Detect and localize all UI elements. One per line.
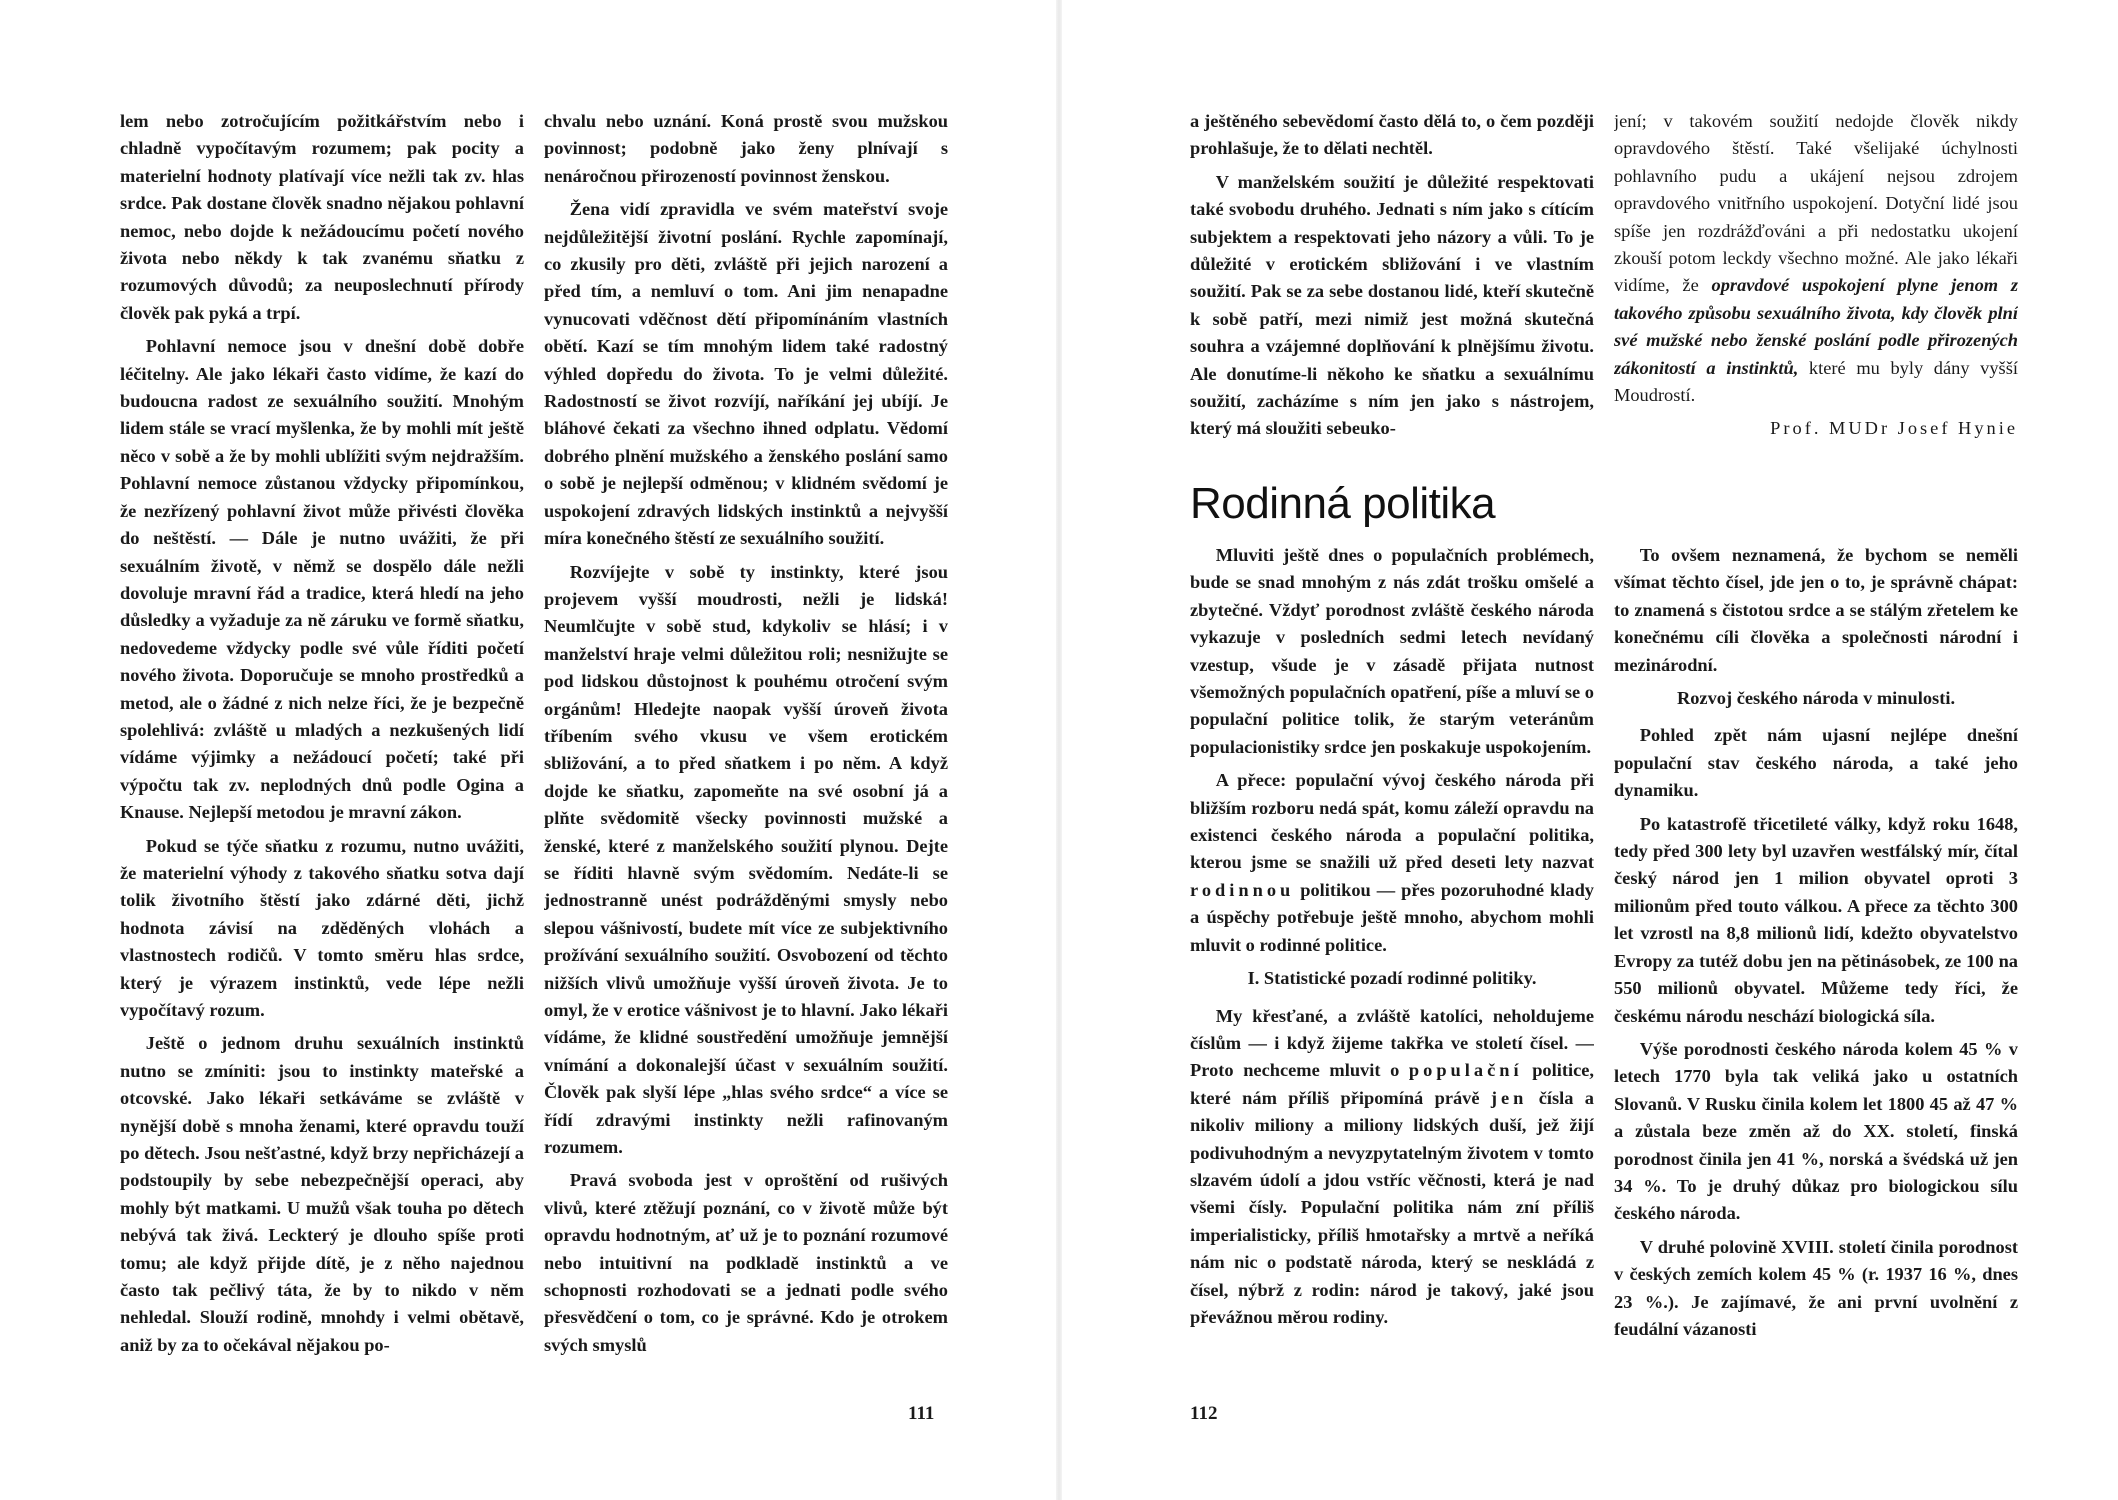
paragraph: a ještěného sebevědomí často dělá to, o čem později prohlašuje, že to dělati nechtěl. <box>1190 111 1594 159</box>
closing-paragraph: jení; v takovém soužití nedojde člověk nikdy opravdového štěstí. Také všelijaké úchylnosti pohlavního pudu a ukájení nejsou zdrojem opravdového vnitřního uspokojení. Dotyční lidé jsou spíše jen rozdrážďováni a při nedostatku ukojení zkouší potom leckdy všechno možné. Ale jako lékaři vidíme, že opravdové uspokojení plyne jenom z takového způsobu sexuálního života, kdy člověk plní své mužské nebo ženské poslání podle přirozených zákonitostí a instinktů, které mu byly dány vyšší Moudrostí. <box>1614 111 2018 406</box>
right-page-column-1-top <box>1190 108 1594 458</box>
paragraph: chvalu nebo uznání. Koná prostě svou mužskou povinnost; podobně jako ženy plnívají s nenáročnou přirozeností povinnost ženskou. <box>544 111 948 186</box>
page-number-left: 111 <box>908 1403 935 1424</box>
paragraph: Mluviti ještě dnes o populačních problémech, bude se snad mnohým z nás zdát trošku omšelé a zbytečné. Vždyť porodnost zvláště českého národa vykazuje v posledních sedmi letech nevídaný vzestup, všude je v zásadě přijata nutnost všemožných populačních opatření, píše a mluví se o populační politice tolik, že starým veteránům populacionistiky srdce jen poskakuje uspokojením. <box>1190 545 1594 757</box>
left-page-column-2 <box>544 108 948 1398</box>
left-page-column-1 <box>120 108 524 1398</box>
paragraph: Pohlavní nemoce jsou v dnešní době dobře léčitelny. Ale jako lékaři často vidíme, že kazí do budoucna radost ze sexuálního soužití. Mnohým lidem stále se vrací myšlenka, že by mohli mít ještě něco v sobě a že by mohli ublížiti svým nejdražším. Pohlavní nemoce zůstanou vždycky připomínkou, že nezřízený pohlavní život může přivésti člověka do neštěstí. — Dále je nutno uvážiti, že při sexuálním životě, v němž se dospělo dále nežli dovoluje mravní řád a tradice, která hledí na jeho důsledky a vyžaduje za ně záruku ve formě sňatku, nedovedeme vždycky podle své vůle říditi početí nového života. Doporučuje se mnoho prostředků a metod, ale o žádné z nich nelze říci, že je bezpečně spolehlivá: zvláště u mladých a nezkušených lidí vídáme výjimky a nežádoucí početí; také při výpočtu tak zv. neplodných dnů podle Ogina a Knause. Nejlepší metodou je mravní zákon. <box>120 336 524 823</box>
paragraph: My křesťané, a zvláště katolíci, neholdujeme číslům — i když žijeme takřka ve století čísel. — Proto nechceme mluvit o populační politice, které nám příliš připomíná právě jen čísla a nikoliv miliony a miliony lidských duší, jež žijí podivuhodným a nevyzpytatelným životem v tomto slzavém údolí a jdou vstříc věčnosti, která je nad všemi čísly. Populační politika nám zní příliš imperialisticky, příliš hmotařsky a mrtvě a neříká nám nic o podstatě národa, který se neskládá z čísel, nýbrž z rodin: národ je takový, jaké jsou převážnou měrou rodiny. <box>1190 1005 1594 1327</box>
paragraph: Rozvíjejte v sobě ty instinkty, které jsou projevem vyšší moudrosti, nežli je lidská! Neumlčujte v sobě stud, kdykoliv se hlásí; i v manželství hraje velmi důležitou roli; nesnižujte se pod lidskou důstojnost k pouhému otročení svým orgánům! Hledejte naopak vyšší úroveň života tříbením svého vkusu ve všem erotickém sbližování, a to před sňatkem i po něm. A když dojde ke sňatku, zapomeňte na své osobní já a plňte svědomitě všecky povinnosti mužské a ženské, které z manželského soužití plynou. Dejte se říditi hlavně svým svědomím. Nedáte-li se jednostranně unést podrážděnými smysly nebo slepou vášnivostí, budete mít více ze subjektivního prožívání sexuálního soužití. Osvobození od těchto nižších vlivů umožňuje vyšší úroveň života. Je to omyl, že v erotice vášnivost je to hlavní. Jako lékaři vídáme, že klidné soustředění umožňuje jemnější vnímání a dokonalejší účast v sexuálním soužití. Člověk pak slyší lépe „hlas svého srdce“ a více se řídí zdravými instinkty nežli rafinovaným rozumem. <box>544 561 948 1158</box>
paragraph: Ještě o jednom druhu sexuálních instinktů nutno se zmíniti: jsou to instinkty mateřské a otcovské. Jako lékaři setkáváme se zvláště v nynější době s mnoha ženami, které opravdu touží po dětech. Jsou nešťastné, když brzy nepřicházejí a podstoupily by sebe nebezpečnější operaci, aby mohly být matkami. U mužů však touha po dětech nebývá tak živá. Leckterý je dlouho spíše proti tomu; ale když přijde dítě, je z něho najednou často tak pečlivý táta, že by to nikdo v něm nehledal. Slouží rodině, mnohdy i velmi obětavě, aniž by za to očekával nějakou po- <box>120 1033 524 1355</box>
article-heading: Rodinná politika <box>1190 479 1496 528</box>
paragraph: Po katastrofě třicetileté války, když roku 1648, tedy před 300 lety byl uzavřen westfálský mír, čítal český národ jen 1 milion obyvatel oproti 3 milionům před touto válkou. A přece za těchto 300 let vzrostl na 8,8 milionů lidí, kdežto obyvatelstvo Evropy za tutéž dobu jen na pětinásobek, ze 100 na 550 milionů obyvatel. Můžeme tedy říci, že českému národu neschází biologická síla. <box>1614 813 2018 1026</box>
paragraph: V druhé polovině XVIII. století činila porodnost v českých zemích kolem 45 % (r. 1937 16 %, dnes 23 %.). Je zajímavé, že ani první uvolnění z feudální vázanosti <box>1614 1236 2018 1339</box>
right-page-column-1-bottom <box>1190 542 1594 1398</box>
section-subheading: Rozvoj českého národa v minulosti. <box>1676 688 1956 709</box>
page-number-right: 112 <box>1190 1403 1218 1424</box>
paragraph: V manželském soužití je důležité respektovati také svobodu druhého. Jednati s ním jako s cítícím subjektem a respektovati jeho názory a vůli. To je důležité v erotickém sbližování i ve vlastním soužití. Pak se za sebe dostanou lidé, kteří skutečně k sobě patří, mezi nimiž jest možná skutečná souhra a vzájemné doplňování k plnějšímu životu. Ale donutíme-li někoho ke sňatku a sexuálnímu soužití, zacházíme s ním jen jako s nástrojem, který má sloužiti sebeuko- <box>1190 171 1594 439</box>
section-subheading: I. Statistické pozadí rodinné politiky. <box>1247 968 1537 989</box>
author-signature: Prof. MUDr Josef Hynie <box>1770 418 2018 439</box>
paragraph: A přece: populační vývoj českého národa při bližším rozboru nedá spát, komu záleží opravdu na existenci českého národa a populační politika, kterou jsme se snažili už před deseti lety nazvat rodinnou politikou — přes pozoruhodné klady a úspěchy potřebuje ještě mnoho, abychom mohli mluvit o rodinné politice. <box>1190 770 1594 955</box>
paragraph: To ovšem neznamená, že bychom se neměli všímat těchto čísel, jde jen o to, je správně chápat: to znamená s čistotou srdce a se stálým zřetelem ke konečnému cíli člověka a společnosti národní i mezinárodní. <box>1614 545 2018 675</box>
paragraph: Pohled zpět nám ujasní nejlépe dnešní populační stav českého národa, a také jeho dynamiku. <box>1614 725 2018 801</box>
paragraph: lem nebo zotročujícím požitkářstvím nebo i chladně vypočítavým rozumem; pak pocity a materielní hodnoty platívají více nežli tak zv. hlas srdce. Pak dostane člověk snadno nějakou pohlavní nemoc, nebo dojde k nežádoucímu početí nového života nebo někdy k tak zvanému sňatku z rozumových důvodů; za neuposlechnutí přírody člověk pak pyká a trpí. <box>120 111 524 323</box>
paragraph: Pravá svoboda jest v oproštění od rušivých vlivů, které ztěžují poznání, co v životě může být opravdu hodnotným, ať už je to poznání rozumové nebo intuitivní na podkladě instinktů a ve schopnosti rozhodovati se a jednati podle svého přesvědčení o tom, co je správné. Kdo je otrokem svých smyslů <box>544 1170 948 1355</box>
right-page-column-2-bottom <box>1614 542 2018 1398</box>
paragraph: Žena vidí zpravidla ve svém mateřství svoje nejdůležitější životní poslání. Rychle zapomínají, co zkusily pro děti, zvláště při jejich narození a před tím, a nemluví o tom. Ani jim nenapadne vynucovati vděčnost dětí připomínáním vlastních obětí. Kazí se tím mnohým lidem také radostný výhled dopředu do života. To je velmi důležité. Radostností se život rozvíjí, naříkání jej ubíjí. Je bláhové čekati za všechno ihned odplatu. Vědomí dobrého plnění mužského a ženského poslání samo o sobě je nejlepší odměnou; v klidném svědomí je uspokojení zdravých lidských instinktů a nejvyšší míra konečného štěstí ze sexuálního soužití. <box>544 199 948 549</box>
paragraph: Pokud se týče sňatku z rozumu, nutno uvážiti, že materielní výhody z takového sňatku sotva dají tolik životního štěstí jako zdárné děti, jichž hodnota závisí na zděděných vlohách a vlastnostech rodičů. V tomto směru hlas srdce, který je výrazem instinktů, vede lépe nežli vypočítavý rozum. <box>120 835 524 1020</box>
right-page-column-2-top <box>1614 108 2018 458</box>
paragraph: Výše porodnosti českého národa kolem 45 % v letech 1770 byla tak veliká jako u ostatních Slovanů. V Rusku činila kolem let 1800 45 až 47 % a zůstala beze změn až do XX. století, finská porodnost činila jen 41 %, norská a švédská už jen 34 %. To je druhý důkaz pro biologickou sílu českého národa. <box>1614 1038 2018 1224</box>
emphasized-text: opravdové uspokojení plyne jenom z takového způsobu sexuálního života, kdy člověk plní své mužské nebo ženské poslání podle přirozených zákonitostí a instinktů, <box>1614 275 2018 378</box>
